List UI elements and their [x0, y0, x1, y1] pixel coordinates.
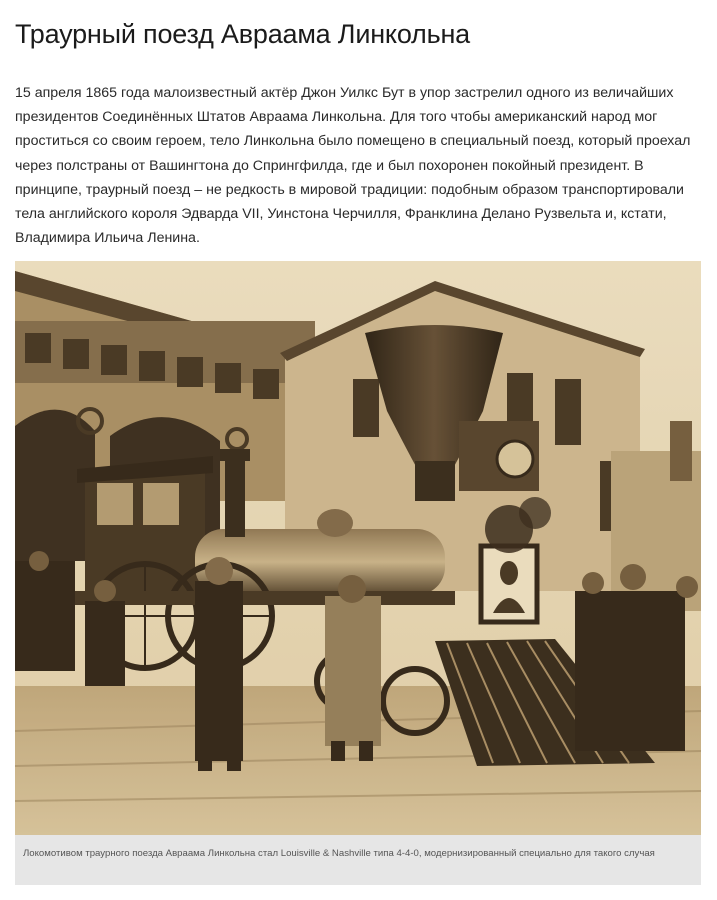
- photo-figure: [15, 261, 701, 885]
- locomotive-photo: [15, 261, 701, 835]
- article-body: 15 апреля 1865 года малоизвестный актёр Джон Уилкс Бут в упор застрелил одного из величайших президентов Соединённых Штатов Авраама Линкольна. Для того чтобы американский народ мог проститься со своим героем, тело Линкольна было помещено в специальный поезд, который проехал через полстраны от Вашингтона до Спрингфилда, где и был похоронен покойный президент. В принципе, траурный поезд – не редкость в мировой традиции: подобным образом транспортировали тела английского короля Эдварда VII, Уинстона Черчилля, Франклина Делано Рузвельта и, кстати, Владимира Ильича Ленина.: [15, 85, 691, 247]
- photo-caption: Локомотивом траурного поезда Авраама Линкольна стал Louisville & Nashville типа 4-4-0, модернизированный специально для такого случая: [15, 835, 701, 885]
- article-title: Траурный поезд Авраама Линкольна: [15, 19, 470, 49]
